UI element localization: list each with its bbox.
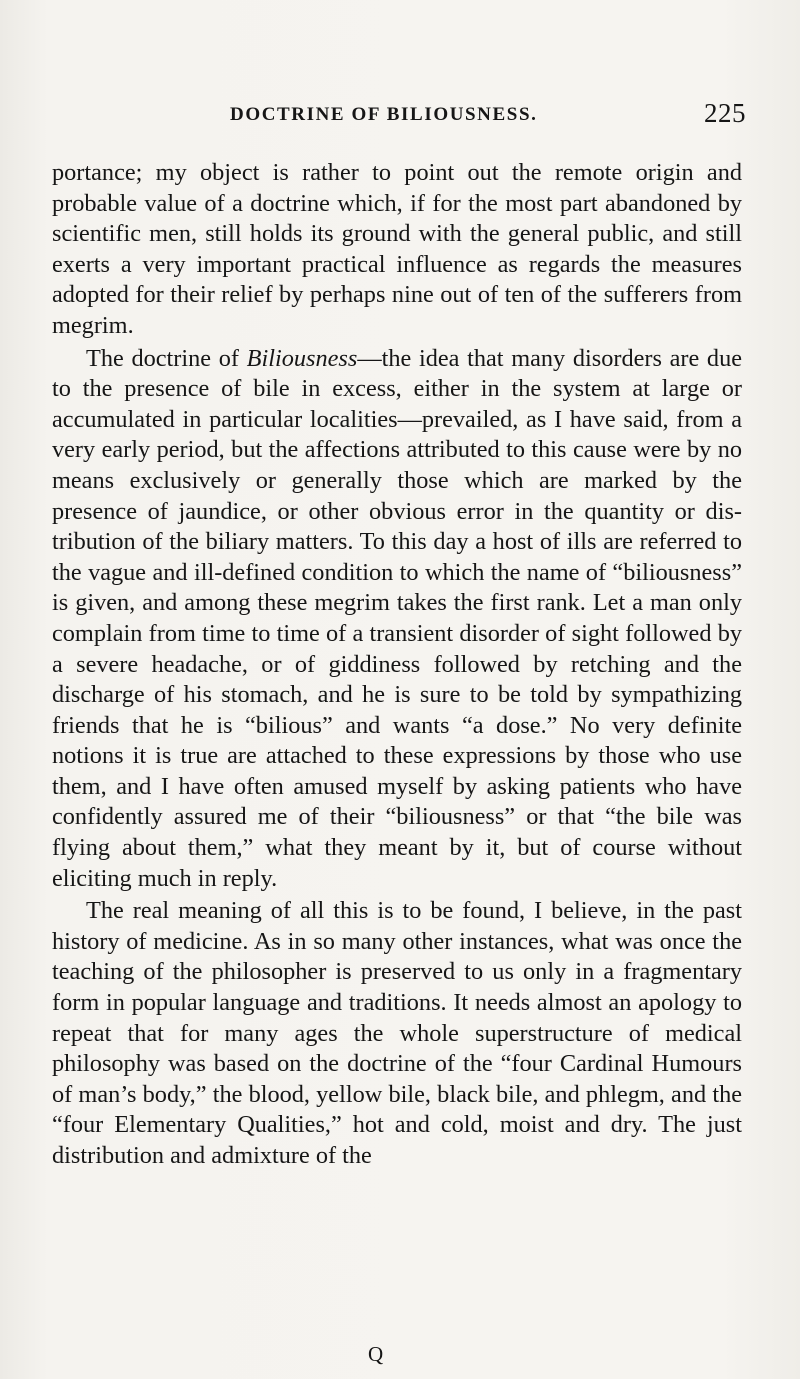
page-body	[52, 158, 742, 1172]
paragraph-lead: The doctrine of	[86, 344, 247, 372]
running-title: DOCTRINE OF BILIOUSNESS.	[230, 104, 538, 125]
paragraph-continued: portance; my object is rather to point out the remote origin and probable value of a doctrine which, if for the most part abandoned by scientific men, still holds its ground with the general public, and still exerts a very important practical influence as regards the measures adopted for their relief by perhaps nine out of ten of the sufferers from megrim.	[52, 159, 742, 339]
page-number: 225	[704, 98, 746, 128]
paragraph-biliousness	[52, 344, 742, 895]
paragraph-history: The real meaning of all this is to be found, I believe, in the past history of medicine. As in so many other instances, what was once the teaching of the philosopher is preserved to us only in a fragmentary form in popular language and traditions. It needs almost an apology to repeat that for many ages the whole superstructure of medical philosophy was based on the doctrine of the “four Cardinal Humours of man’s body,” the blood, yellow bile, black bile, and phlegm, and the “four Elementary Qualities,” hot and cold, moist and dry. The just distribution and admixture of the	[52, 897, 742, 1169]
page-header	[52, 100, 746, 140]
signature-mark: Q	[368, 1342, 384, 1366]
italic-term: Biliousness	[246, 344, 358, 372]
paragraph-rest: —the idea that many disorders are due to the presence of bile in excess, either in the system at large or accumulated in particular localities—prevailed, as I have said, from a very early period, but the affections attributed to this cause were by no means exclusively or generally those which are marked by the presence of jaundice, or other obvious error in the quantity or distribution of the biliary matters. To this day a host of ills are referred to the vague and ill-defined condition to which the name of “biliousness” is given, and among these megrim takes the first rank. Let a man only complain from time to time of a transient disorder of sight followed by a severe headache, or of giddiness followed by retching and the discharge of his stomach, and he is sure to be told by sympathizing friends that he is “bilious” and wants “a dose.” No very definite notions it is true are attached to these expressions by those who use them, and I have often amused myself by asking patients who have confidently assured me of their “biliousness” or that “the bile was flying about them,” what they meant by it, but of course without eliciting much in reply.	[52, 344, 742, 892]
